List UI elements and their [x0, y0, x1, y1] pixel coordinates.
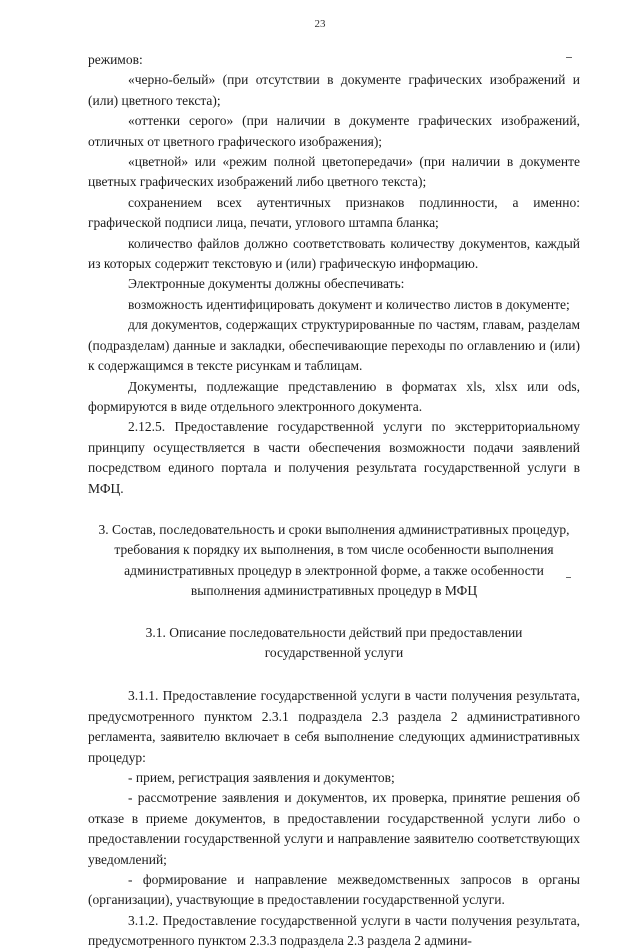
paragraph: количество файлов должно соответствовать количеству документов, каждый из которых содержит текстовую и (или) графическую информацию. [88, 235, 580, 272]
document-body [88, 50, 580, 952]
paragraph: возможность идентифицировать документ и количество листов в документе; [128, 296, 570, 312]
list-item: - прием, регистрация заявления и документов; [128, 770, 395, 785]
section-heading: 3. Состав, последовательность и сроки выполнения административных процедур, требования к порядку их выполнения, в том числе особенности выполнения административных процедур в электронной форме, а также особенности выполнения административных процедур в МФЦ [98, 521, 570, 599]
paragraph: «оттенки серого» (при наличии в документе графических изображений, отличных от цветного графического изображения); [88, 113, 580, 149]
list-item: - рассмотрение заявления и документов, их проверка, принятие решения об отказе в приеме документов, в предоставлении государственной услуги либо о предоставлении государственной услуги и направление заявителю соответствующих уведомлений; [88, 790, 580, 867]
paragraph: «цветной» или «режим полной цветопередачи» (при наличии в документе цветных графических изображений либо цветного текста); [88, 154, 580, 190]
paragraph: Документы, подлежащие представлению в форматах xls, xlsx или ods, формируются в виде отдельного электронного документа. [88, 378, 580, 414]
paragraph: Электронные документы должны обеспечивать: [128, 276, 405, 292]
paragraph: 3.1.2. Предоставление государственной услуги в части получения результата, предусмотренного пунктом 2.3.3 подраздела 2.3 раздела 2 админи- [88, 912, 580, 949]
list-item: - формирование и направление межведомственных запросов в органы (организации), участвующие в предоставлении государственной услуги. [88, 872, 580, 908]
paragraph: «черно-белый» (при отсутствии в документе графических изображений и (или) цветного текста); [88, 72, 580, 108]
page-number: 23 [314, 18, 326, 30]
paragraph: режимов: [88, 52, 143, 67]
paragraph: 3.1.1. Предоставление государственной услуги в части получения результата, предусмотренного пунктом 2.3.1 подраздела 2.3 раздела 2 административного регламента, заявителю включает в себя выполнение следующих административных процедур: [88, 688, 580, 765]
subsection-heading: 3.1. Описание последовательности действий при предоставлении государственной услуги [145, 624, 523, 660]
paragraph: сохранением всех аутентичных признаков подлинности, а именно: графической подписи лица, печати, углового штампа бланка; [88, 194, 580, 231]
paragraph: 2.12.5. Предоставление государственной услуги по экстерриториальному принципу осуществляется в части обеспечения возможности подачи заявлений посредством единого портала и получения результата государственной услуги в МФЦ. [88, 419, 580, 496]
paragraph: для документов, содержащих структурированные по частям, главам, разделам (подразделам) данные и закладки, обеспечивающие переходы по оглавлению и (или) к содержащимся в тексте рисункам и таблицам. [88, 317, 580, 374]
